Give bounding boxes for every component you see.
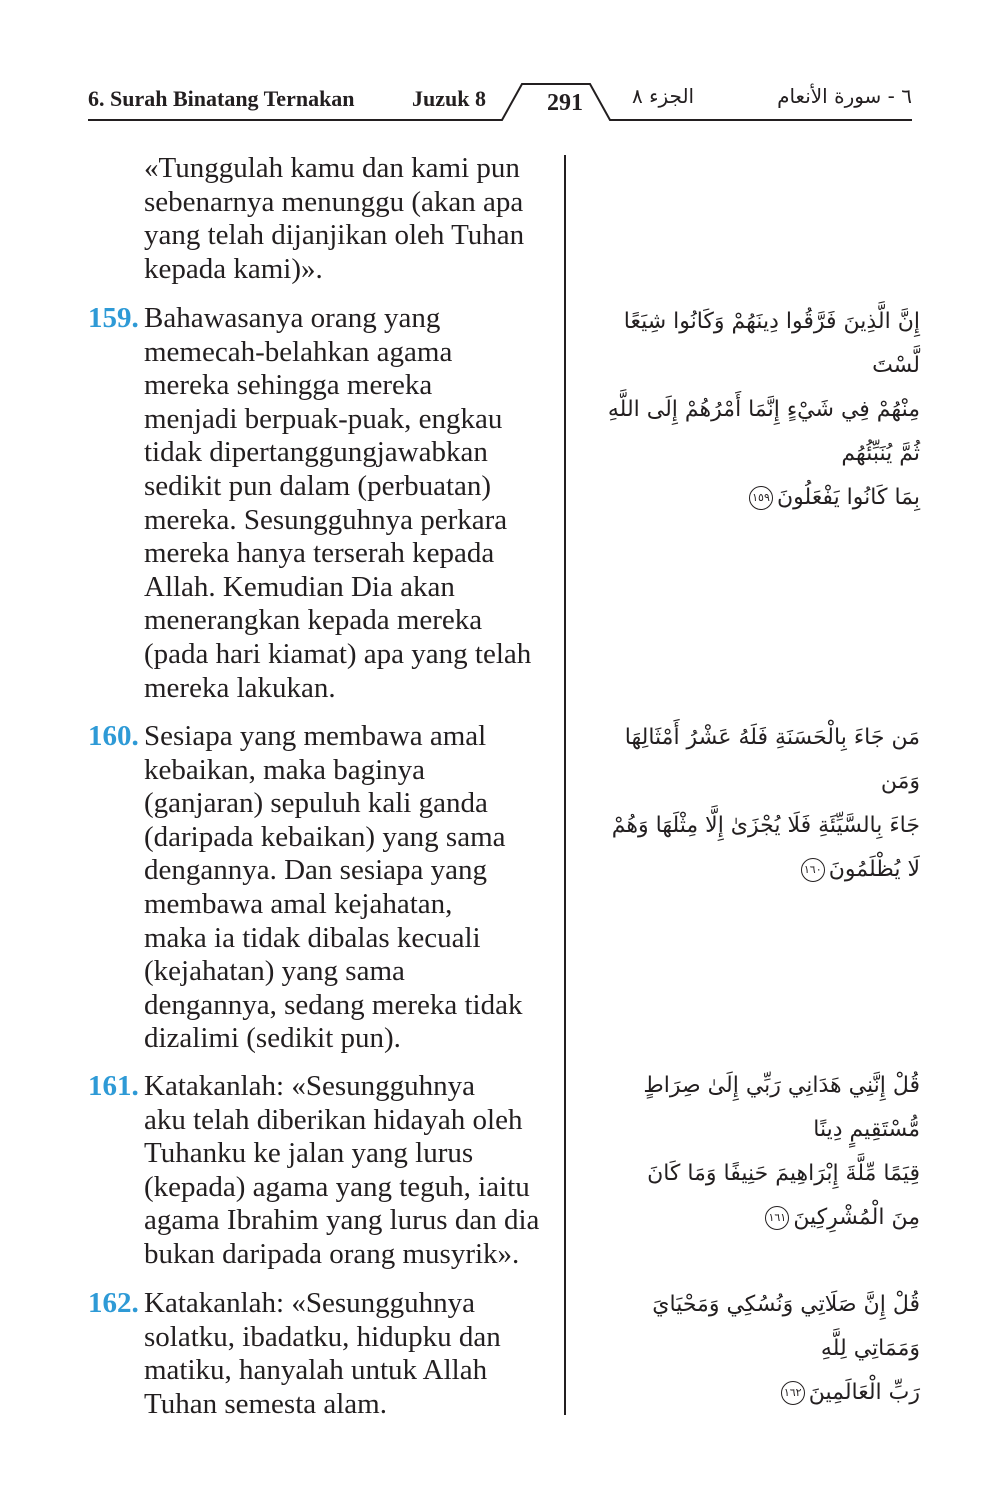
ayah-marker-icon: ١٥٩ [749, 486, 773, 510]
arabic-text: مَن جَاءَ بِالْحَسَنَةِ فَلَهُ عَشْرُ أَمْثَالِهَا وَمَن جَاءَ بِالسَّيِّئَةِ فَلَا يُجْزَىٰ إِلَّا مِثْلَهَا وَهُمْ لَا يُظْلَمُونَ [611, 725, 920, 882]
verse-translation: Sesiapa yang membawa amal kebaikan, maka baginya (ganjaran) sepuluh kali ganda (daripada kebaikan) yang sama dengannya. Dan sesiapa yang membawa amal kejahatan, maka ia tidak dibalas kecuali (kejahatan) yang sama dengannya, sedang mereka tidak dizalimi (sedikit pun). [144, 720, 523, 1055]
ayah-marker-icon: ١٦٠ [801, 858, 825, 882]
ayah-marker-icon: ١٦٢ [781, 1381, 805, 1405]
verse-translation: Katakanlah: «Sesungguhnya aku telah diberikan hidayah oleh Tuhanku ke jalan yang lurus (kepada) agama yang teguh, iaitu agama Ibrahim yang lurus dan dia bukan daripada orang musyrik». [144, 1070, 540, 1270]
arabic-text: قُلْ إِنَّ صَلَاتِي وَنُسُكِي وَمَحْيَايَ وَمَمَاتِي لِلَّهِ رَبِّ الْعَالَمِينَ [652, 1292, 920, 1405]
page-number: 291 [547, 90, 583, 116]
verse-162-arabic [590, 1283, 920, 1415]
arabic-text: إِنَّ الَّذِينَ فَرَّقُوا دِينَهُمْ وَكَانُوا شِيَعًا لَّسْتَ مِنْهُمْ فِي شَيْءٍ إِنَّمَا أَمْرُهُمْ إِلَى اللَّهِ ثُمَّ يُنَبِّئُهُم بِمَا كَانُوا يَفْعَلُونَ [607, 309, 920, 510]
ayah-marker-icon: ١٦١ [765, 1206, 789, 1230]
column-divider [564, 155, 566, 1415]
verse-160-arabic [590, 716, 920, 892]
surah-arabic-title: ٦ - سورة الأنعام [777, 84, 912, 108]
page-header [0, 0, 1000, 130]
juzuk-label: Juzuk 8 [412, 86, 486, 111]
verse-number: 159. [88, 302, 139, 334]
surah-title: 6. Surah Binatang Ternakan [88, 86, 355, 111]
verse-number: 162. [88, 1287, 139, 1319]
verse-162-translation [88, 1287, 558, 1421]
verse-number: 160. [88, 720, 139, 752]
continuation-block [88, 152, 558, 286]
verse-translation: Katakanlah: «Sesungguhnya solatku, ibadatku, hidupku dan matiku, hanyalah untuk Allah Tuhan semesta alam. [144, 1287, 501, 1420]
verse-159-translation [88, 302, 558, 705]
continuation-text: «Tunggulah kamu dan kami pun sebenarnya menunggu (akan apa yang telah dijanjikan oleh Tuhan kepada kami)». [144, 152, 525, 285]
verse-159-arabic [590, 300, 920, 520]
header-rule [0, 0, 1000, 130]
verse-translation: Bahawasanya orang yang memecah-belahkan agama mereka sehingga mereka menjadi berpuak-puak, engkau tidak dipertanggungjawabkan sedikit pun dalam (perbuatan) mereka. Sesungguhnya perkara mereka hanya terserah kepada Allah. Kemudian Dia akan menerangkan kepada mereka (pada hari kiamat) apa yang telah mereka lakukan. [144, 302, 532, 704]
verse-160-translation [88, 720, 558, 1056]
arabic-text: قُلْ إِنَّنِي هَدَانِي رَبِّي إِلَىٰ صِرَاطٍ مُّسْتَقِيمٍ دِينًا قِيَمًا مِّلَّةَ إِبْرَاهِيمَ حَنِيفًا وَمَا كَانَ مِنَ الْمُشْرِكِينَ [643, 1073, 920, 1230]
verse-161-arabic [590, 1064, 920, 1240]
verse-number: 161. [88, 1070, 139, 1102]
verse-161-translation [88, 1070, 558, 1272]
juz-arabic: الجزء ٨ [632, 84, 695, 108]
